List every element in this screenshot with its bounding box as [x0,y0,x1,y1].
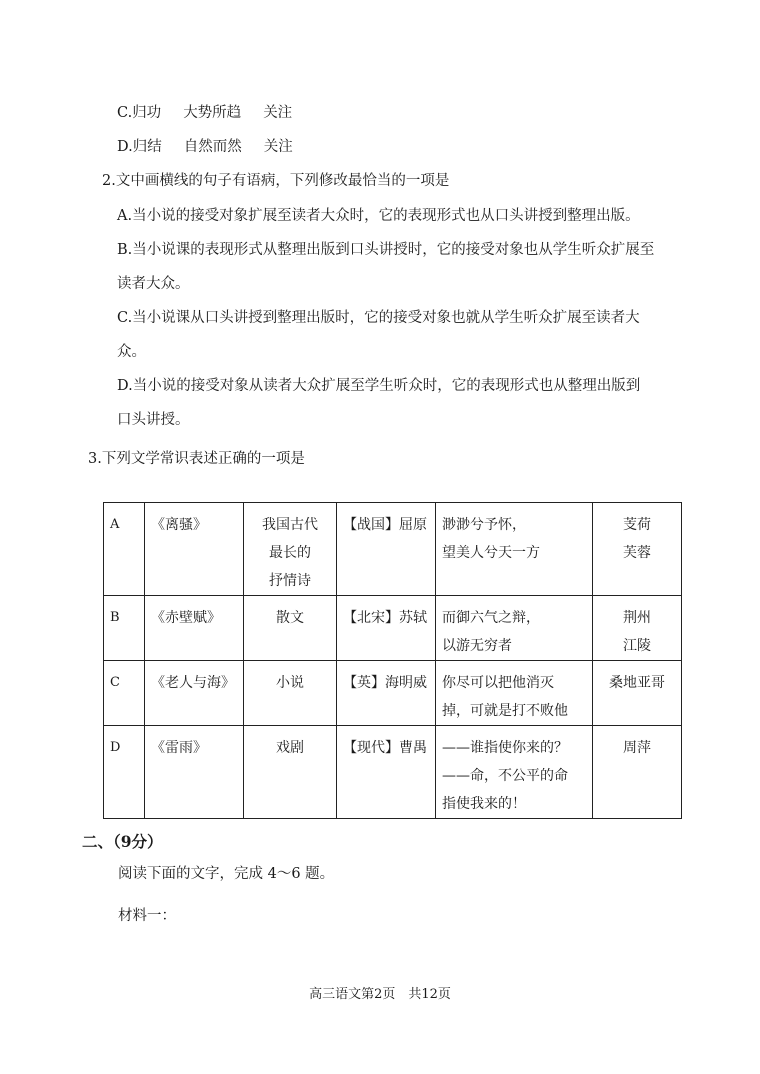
table-row [104,726,682,819]
genre-cell: 戏剧 [244,726,337,819]
table-row [104,661,682,726]
quote-cell: 你尽可以把他消灭 掉，可就是打不败他 [436,661,593,726]
material-label: 材料一： [118,908,176,924]
author-cell: 【北宋】苏轼 [337,596,436,661]
image-cell: 芰荷 芙蓉 [593,503,682,596]
q2-option-b-line1: B.当小说课的表现形式从整理出版到口头讲授时，它的接受对象也从学生听众扩展至 [117,242,655,258]
quote-cell: ——谁指使你来的？ ——命，不公平的命 指使我来的！ [436,726,593,819]
q2-option-c-line2: 众。 [117,344,146,360]
q2-option-d-line2: 口头讲授。 [117,412,190,428]
q2-stem: 2.文中画横线的句子有语病，下列修改最恰当的一项是 [102,173,450,189]
page-footer: 高三语文第2页 共12页 [309,987,451,1002]
option-cell: C [104,661,145,726]
table-row [104,596,682,661]
image-cell: 桑地亚哥 [593,661,682,726]
option-cell: B [104,596,145,661]
q2-option-c-line1: C.当小说课从口头讲授到整理出版时，它的接受对象也就从学生听众扩展至读者大 [117,310,640,326]
image-cell: 周萍 [593,726,682,819]
literature-table [103,502,682,819]
quote-cell: 而御六气之辩， 以游无穷者 [436,596,593,661]
genre-cell: 我国古代 最长的 抒情诗 [244,503,337,596]
section-instruction: 阅读下面的文字，完成 4～6 题。 [118,866,335,882]
q1-option-d: D.归结 自然而然 关注 [117,139,293,155]
work-cell: 《离骚》 [145,503,244,596]
option-cell: A [104,503,145,596]
option-cell: D [104,726,145,819]
image-cell: 荆州 江陵 [593,596,682,661]
q1-option-c: C.归功 大势所趋 关注 [117,105,293,121]
genre-cell: 小说 [244,661,337,726]
section-heading: 二、（9分） [82,832,163,851]
genre-cell: 散文 [244,596,337,661]
q2-option-b-line2: 读者大众。 [117,276,190,292]
table-row [104,503,682,596]
quote-cell: 渺渺兮予怀， 望美人兮天一方 [436,503,593,596]
work-cell: 《赤壁赋》 [145,596,244,661]
q2-option-d-line1: D.当小说的接受对象从读者大众扩展至学生听众时，它的表现形式也从整理出版到 [117,378,641,394]
author-cell: 【战国】屈原 [337,503,436,596]
q2-option-a: A.当小说的接受对象扩展至读者大众时，它的表现形式也从口头讲授到整理出版。 [117,208,640,224]
work-cell: 《老人与海》 [145,661,244,726]
author-cell: 【现代】曹禺 [337,726,436,819]
work-cell: 《雷雨》 [145,726,244,819]
author-cell: 【英】海明威 [337,661,436,726]
q3-stem: 3.下列文学常识表述正确的一项是 [88,451,305,467]
